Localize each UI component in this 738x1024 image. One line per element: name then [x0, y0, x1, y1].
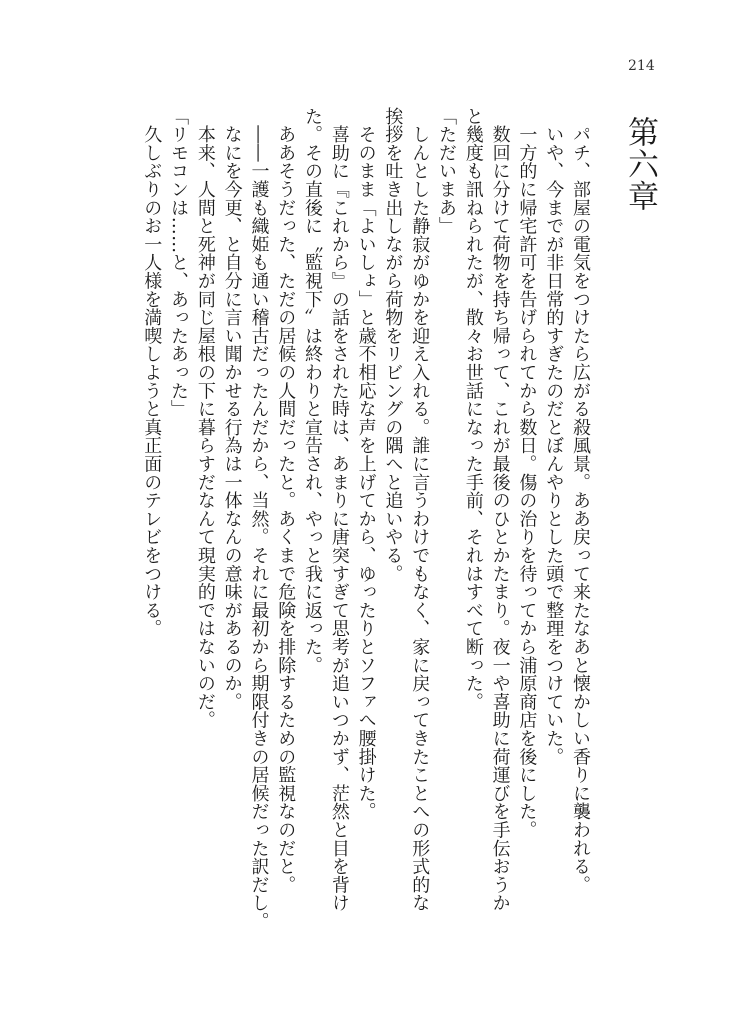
text-line: しんとした静寂がゆかを迎え入れる。誰に言うわけでもなく、家に戻ってきたことへの形式的な [409, 107, 431, 913]
body-text [137, 107, 593, 931]
text-line: と幾度も訊ねられたが、散々お世話になった手前、それはすべて断った。 [462, 107, 484, 711]
text-line: 「ただいまあ」 [436, 107, 458, 236]
text-line: そのまま「よいしょ」と歳不相応な声を上げてから、ゆったりとソファへ腰掛けた。 [355, 107, 377, 821]
text-line: 喜助に『これから』の話をされた時は、あまりに唐突すぎて思考が追いつかず、茫然と目を背け [328, 107, 350, 913]
text-line: なにを今更、と自分に言い聞かせる行為は一体なんの意味があるのか。 [221, 107, 243, 711]
text-line: 数回に分けて荷物を持ち帰って、これが最後のひとかたまり。夜一や喜助に荷運びを手伝おうか [489, 107, 511, 913]
text-line: 本来、人間と死神が同じ屋根の下に暮らすだなんて現実的ではないのだ。 [194, 107, 216, 730]
text-line: 挨拶を吐き出しながら荷物をリビングの隅へと追いやる。 [382, 107, 404, 583]
text-line: ああそうだった、ただの居候の人間だったと。あくまで危険を排除するための監視なのだと。 [275, 107, 297, 894]
text-line: パチ、部屋の電気をつけたら広がる殺風景。ああ戻って来たなあと懐かしい香りに襲われる。 [570, 107, 591, 894]
text-line: 久しぶりのお一人様を満喫しようと真正面のテレビをつける。 [141, 107, 163, 638]
page-number: 214 [628, 58, 655, 74]
text-line: 「リモコンは……と、あったあった」 [168, 107, 190, 419]
text-line: ――一護も織姫も通い稽古だったんだから、当然。それに最初から期限付きの居候だった訳だし。 [248, 107, 270, 931]
text-line: た。その直後に〝監視下〟は終わりと宣告され、やっと我に返った。 [302, 107, 324, 675]
text-line: 一方的に帰宅許可を告げられてから数日。傷の治りを待ってから浦原商店を後にした。 [516, 107, 538, 839]
chapter-title: 第六章 [622, 116, 658, 212]
text-line: いや、今までが非日常的すぎたのだとぼんやりとした頭で整理をつけていた。 [543, 107, 565, 766]
